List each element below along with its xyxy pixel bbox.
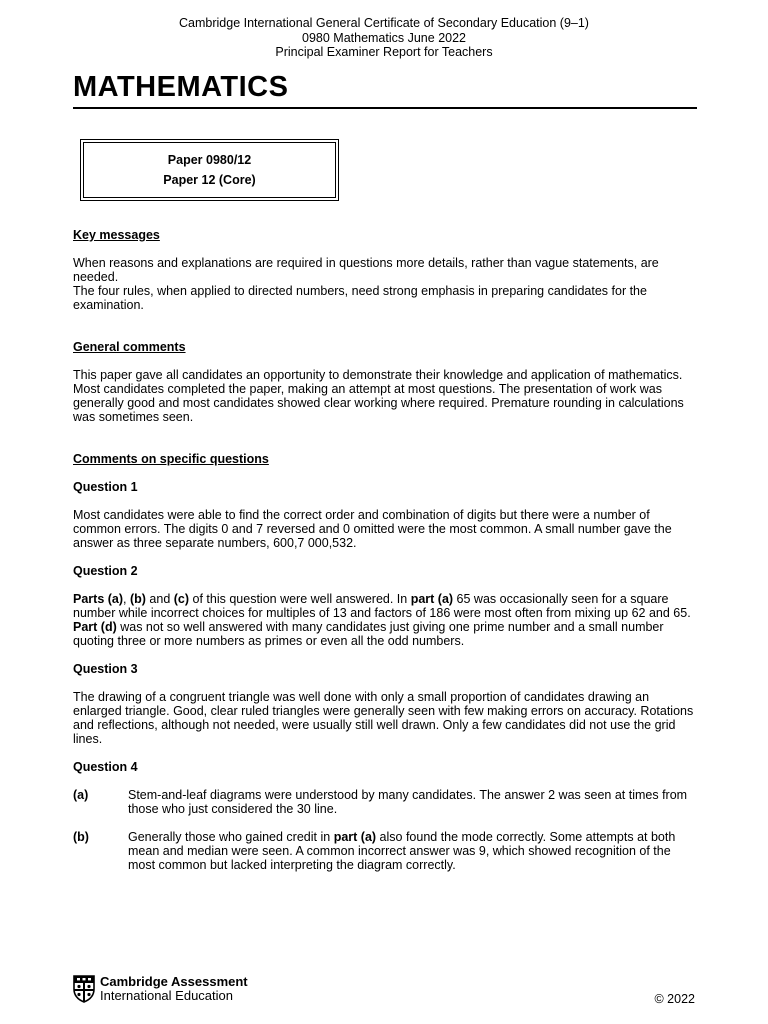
q4-b-text-1: Generally those who gained credit in — [128, 830, 334, 844]
question-1-heading: Question 1 — [73, 480, 138, 494]
question-1-text: Most candidates were able to find the correct order and combination of digits but there were a number of common errors. The digits 0 and 7 reversed and 0 omitted were the most common. A small number gave the answer as three separate numbers, 600,7 000,532. — [73, 508, 672, 550]
general-comments-heading: General comments — [73, 340, 186, 354]
q4-a-label: (a) — [73, 788, 89, 802]
question-4-part-a — [73, 788, 697, 816]
report-header — [0, 16, 768, 60]
q4-a-text: Stem-and-leaf diagrams were understood by many candidates. The answer 2 was seen at times from those who just considered the 30 line. — [128, 788, 688, 816]
header-qualification: Cambridge International General Certificate of Secondary Education (9–1) — [179, 16, 589, 30]
title-underline — [73, 107, 697, 109]
key-messages-heading: Key messages — [73, 228, 160, 242]
q2-parts-a-label: Parts (a) — [73, 592, 124, 606]
question-3-heading: Question 3 — [73, 662, 138, 676]
subject-title: MATHEMATICS — [73, 71, 289, 103]
copyright-notice: © 2022 — [654, 992, 695, 1006]
q4-b-label: (b) — [73, 830, 89, 844]
question-4-part-b — [73, 830, 697, 872]
paper-name: Paper 12 (Core) — [163, 173, 256, 187]
cambridge-logo — [73, 975, 248, 1003]
q2-part-d-label: Part (d) — [73, 620, 117, 634]
q2-sep: , — [123, 592, 130, 606]
logo-line-2: International Education — [100, 988, 233, 1003]
report-body — [73, 228, 697, 886]
q2-text-3: was not so well answered with many candidates just giving one prime number and a small number quoting three or more numbers as primes or even all the odd numbers. — [73, 620, 664, 648]
paper-box-inner — [83, 142, 336, 198]
q2-b-label: (b) — [129, 592, 146, 606]
specific-questions-heading: Comments on specific questions — [73, 452, 269, 466]
key-message-2: The four rules, when applied to directed numbers, need strong emphasis in preparing candidates for the examination. — [73, 284, 647, 312]
header-report-type: Principal Examiner Report for Teachers — [275, 45, 493, 59]
header-syllabus-session: 0980 Mathematics June 2022 — [302, 30, 466, 45]
q4-b-text-2: also found the mode correctly. Some attempts at both mean and median were seen. A common incorrect answer was 9, which showed recognition of the most common but lacked interpreting the diagram correctly. — [128, 830, 676, 872]
paper-box — [80, 139, 339, 201]
q2-c-label: (c) — [173, 592, 190, 606]
q4-b-text — [128, 830, 697, 872]
q4-b-part-a-label: part (a) — [333, 830, 377, 844]
q2-part-a-label: part (a) — [410, 592, 454, 606]
key-message-1: When reasons and explanations are required in questions more details, rather than vague statements, are needed. — [73, 256, 659, 284]
paper-code: Paper 0980/12 — [167, 153, 252, 167]
cambridge-crest-icon — [73, 975, 95, 1003]
q2-text-2: 65 was occasionally seen for a square number while incorrect choices for multiples of 13 and factors of 186 were most often from mixing up 62 and 65. — [73, 592, 691, 620]
question-4-heading: Question 4 — [73, 760, 138, 774]
logo-wordmark — [100, 975, 248, 1003]
logo-line-1: Cambridge Assessment — [100, 974, 248, 989]
question-2-heading: Question 2 — [73, 564, 138, 578]
question-3-text: The drawing of a congruent triangle was well done with only a small proportion of candidates drawing an enlarged triangle. Good, clear ruled triangles were generally seen with few making errors on accuracy. Rotations and reflections, although not needed, were usually still well drawn. Only a few candidates did not use the grid lines. — [73, 690, 694, 746]
general-comments-text: This paper gave all candidates an opportunity to demonstrate their knowledge and application of mathematics. Most candidates completed the paper, making an attempt at most questions. The presentation of work was generally good and most candidates showed clear working where required. Premature rounding in calculations was sometimes seen. — [73, 368, 684, 424]
q2-and: and — [145, 592, 174, 606]
q2-text-1: of this question were well answered. In — [189, 592, 411, 606]
question-2-text — [73, 592, 697, 648]
